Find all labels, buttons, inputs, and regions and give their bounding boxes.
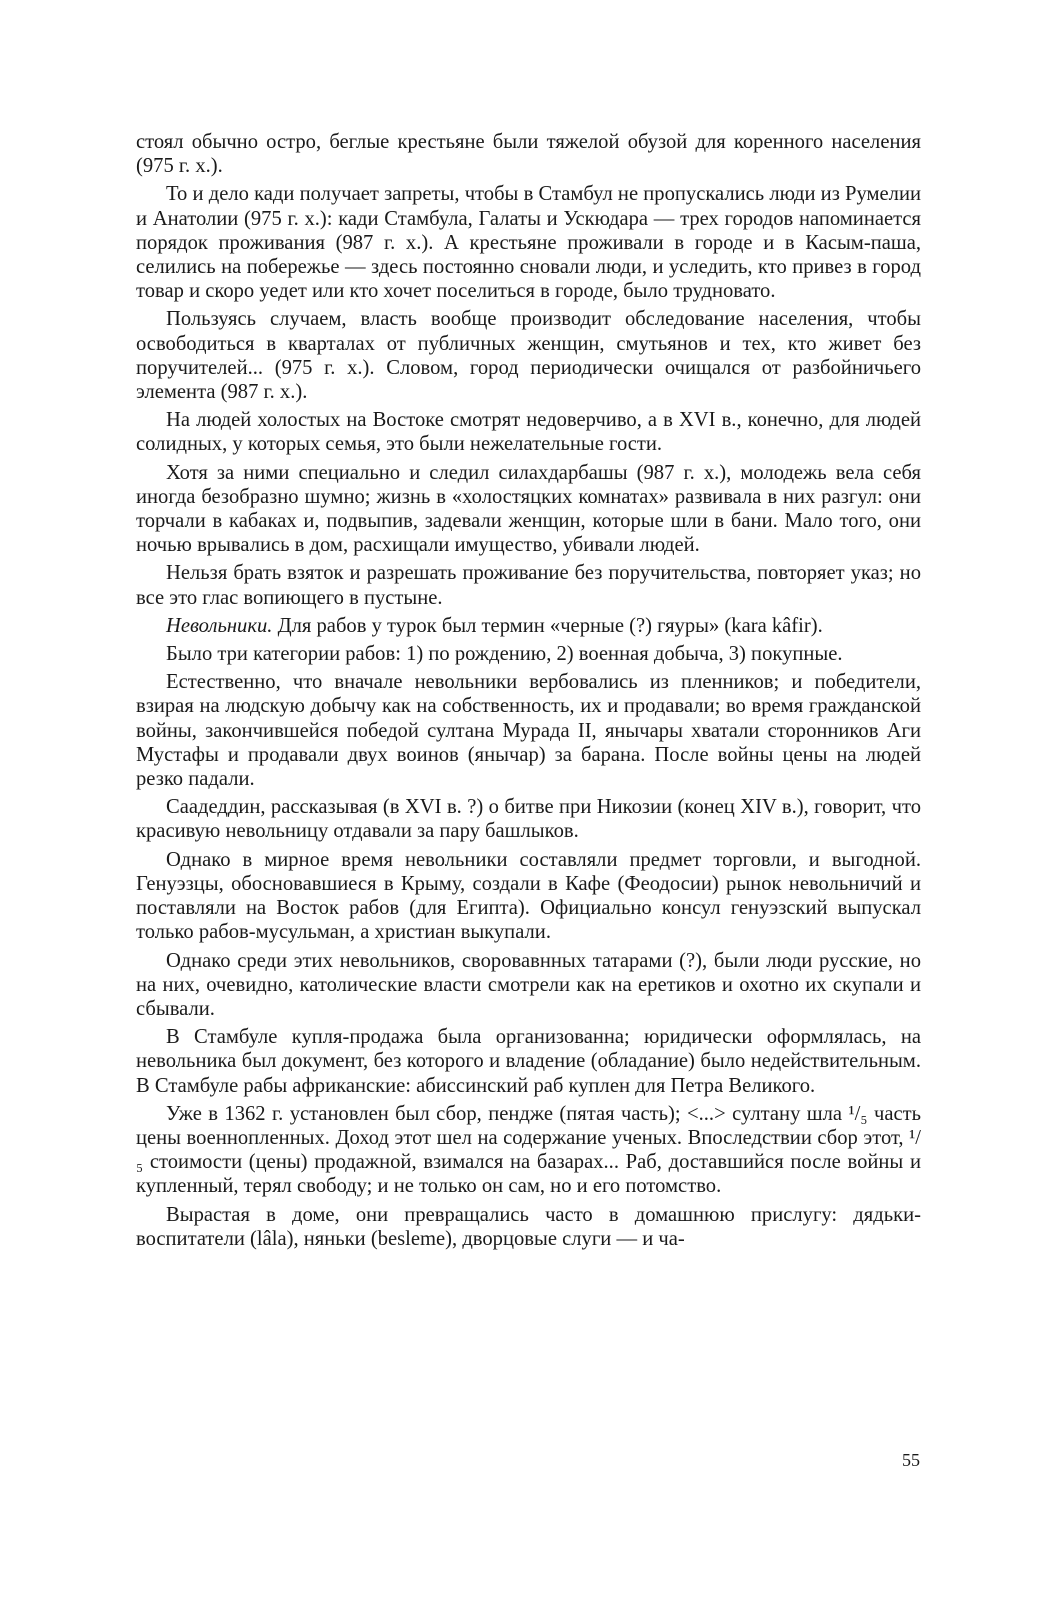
page-number: 55 [902, 1450, 920, 1470]
slaves-heading: Невольники. [166, 614, 273, 637]
paragraph-4: На людей холостых на Востоке смотрят недоверчиво, а в XVI в., конечно, для людей солидных, у которых семья, это были нежелательные гости. [136, 409, 921, 456]
paragraph-1: стоял обычно остро, беглые крестьяне были тяжелой обузой для коренного населения (975 г. х.). [136, 131, 921, 178]
paragraph-5: Хотя за ними специально и следил силахдарбашы (987 г. х.), молодежь вела себя иногда безобразно шумно; жизнь в «холостяцких комнатах» развивала в них разгул: они торчали в кабаках и, подвыпив, задевали женщин, которые шли в бани. Мало того, они ночью врывались в дом, расхищали имущество, убивали людей. [136, 461, 921, 557]
paragraph-10: Однако в мирное время невольники составляли предмет торговли, и выгодной. Генуэзцы, обосновавшиеся в Крыму, создали в Кафе (Феодосии) рынок невольничий и поставляли на Восток рабов (для Египта). Официально консул генуэзский выпускал только рабов-мусульман, а христиан выкупали. [136, 848, 921, 944]
paragraph-3: Пользуясь случаем, власть вообще производит обследование населения, чтобы освободиться в кварталах от публичных женщин, смутьянов и тех, кто живет без поручителей... (975 г. х.). Словом, город периодически очищался от разбойничьего элемента (987 г. х.). [136, 308, 921, 404]
paragraph-6: Нельзя брать взяток и разрешать проживание без поручительства, повторяет указ; но все это глас вопиющего в пустыне. [136, 562, 921, 609]
paragraph-11: Однако среди этих невольников, своровавнных татарами (?), были люди русские, но на них, очевидно, католические власти смотрели как на еретиков и охотно их скупали и сбывали. [136, 949, 921, 1020]
paragraph-14: Вырастая в доме, они превращались часто в домашнюю прислугу: дядьки-воспитатели (lâla), няньки (besleme), дворцовые слуги — и ча- [136, 1203, 921, 1250]
paragraph-12: В Стамбуле купля-продажа была организованна; юридически оформлялась, на невольника был документ, без которого и владение (обладание) было недействительным. В Стамбуле рабы африканские: абиссинский раб куплен для Петра Великого. [136, 1026, 921, 1097]
page-body [136, 130, 921, 1255]
paragraph-13: Уже в 1362 г. установлен был сбор, пендже (пятая часть); <...> султану шла ¹/₅ часть цены военнопленных. Доход этот шел на содержание ученых. Впоследствии сбор этот, ¹/₅ стоимости (цены) продажной, взимался на базарах... Раб, доставшийся после войны и купленный, терял свободу; и не только он сам, но и его потомство. [136, 1102, 921, 1198]
slaves-text: Для рабов у турок был термин «черные (?) гяуры» (kara kâfir). [272, 614, 823, 637]
paragraph-slaves [136, 614, 921, 638]
paragraph-8: Естественно, что вначале невольники вербовались из пленников; и победители, взирая на людскую добычу как на собственность, их и продавали; во время гражданской войны, закончившейся победой султана Мурада II, янычары хватали сторонников Аги Мустафы и продавали двух воинов (янычар) за барана. После войны цены на людей резко падали. [136, 671, 921, 791]
paragraph-2: То и дело кади получает запреты, чтобы в Стамбул не пропускались люди из Румелии и Анатолии (975 г. х.): кади Стамбула, Галаты и Ускюдара — трех городов напоминается порядок проживания (987 г. х.). А крестьяне проживали в городе и в Касым-паша, селились на побережье — здесь постоянно сновали люди, и уследить, кто привез в город товар и скоро уедет или кто хочет поселиться в городе, было трудновато. [136, 183, 921, 303]
paragraph-9: Саадеддин, рассказывая (в XVI в. ?) о битве при Никозии (конец XIV в.), говорит, что красивую невольницу отдавали за пару башлыков. [136, 796, 921, 843]
paragraph-7: Было три категории рабов: 1) по рождению, 2) военная добыча, 3) покупные. [166, 643, 843, 666]
